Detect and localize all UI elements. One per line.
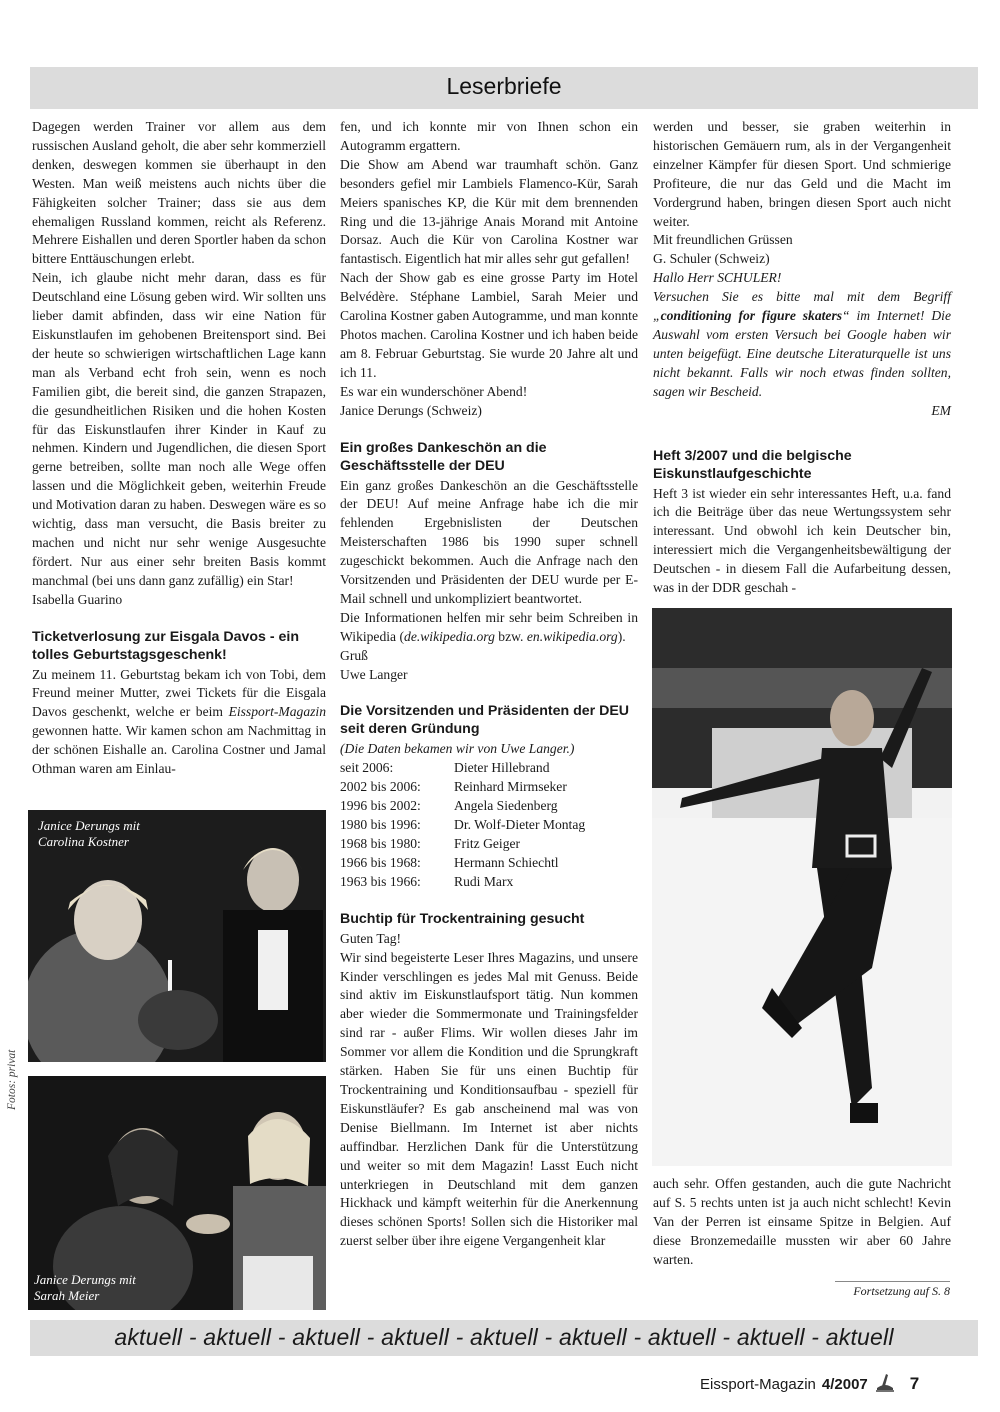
text-run: “ im Internet! Die Auswahl vom ersten Versuch bei Google haben wir unten beigefügt. Eine deutsche Literaturquelle ist uns nicht bekannt. Falls wir noch etwas finden sollten, sagen wir Bescheid. — [653, 308, 951, 399]
magazine-name: Eissport-Magazin — [228, 704, 326, 720]
article-heading-buchtip: Buchtip für Trockentraining gesucht — [340, 910, 585, 927]
text-run: Zu meinem 11. Geburtstag bekam ich von Tobi, dem Freund meiner Mutter, zwei Tickets für die Eisgala Davos geschenkt, welche er beim — [32, 666, 326, 720]
photo-skater — [652, 608, 952, 1166]
paragraph: werden und besser, sie graben weiterhin in historischen Gemäuern rum, als in der Vergangenheit einzelner Kämpfer für diesen Sport. Und schmierige Profiteure, die nur das Geld und die Macht im Vordergrund haben, bringen diesen Sport auch nicht weiter. — [653, 119, 951, 229]
editor-initials: EM — [931, 402, 951, 418]
editor-reply-greeting: Hallo Herr SCHULER! — [653, 270, 782, 286]
president-name: Reinhard Mirmseker — [454, 779, 567, 795]
wiki-link-de: de.wikipedia.org — [404, 628, 495, 644]
aktuell-banner-text: aktuell - aktuell - aktuell - aktuell - aktuell - aktuell - aktuell - aktuell - aktuell — [114, 1324, 894, 1350]
text-run: Die Informationen helfen mir sehr beim Schreiben in Wikipedia — [340, 609, 638, 644]
paragraph: Heft 3 ist wieder ein sehr interessantes Heft, u.a. fand ich die Beiträge über das neue Wertungssystem sehr interessant. Und obwohl ich kein Deutscher bin, interessiert mich die Vergangenheitsbewältigung der Deutschen - in diesem Fall die Aufarbeitung dessen, was in der DDR geschah - — [653, 485, 951, 596]
paragraph: Dagegen werden Trainer vor allem aus dem russischen Ausland geholt, die aber sehr kommerziell denken, deswegen kommen sie überhaupt in den Westen. Man weiß meistens auch nichts über die Fähigkeiten solcher Trainer; dass sie aus dem ehemaligen Russland kommen, reicht als Referenz. Mehrere Eishallen und deren Sportler haben da schon bittere Enttäuschungen erlebt. — [32, 119, 326, 267]
signature: Janice Derungs (Schweiz) — [340, 402, 482, 418]
president-name: Hermann Schiechtl — [454, 854, 559, 870]
paragraph — [340, 609, 638, 647]
signature: G. Schuler (Schweiz) — [653, 251, 770, 267]
signature: Isabella Guarino — [32, 591, 123, 607]
text-run: Versuchen Sie es bitte mal mit dem Begriff „ — [653, 289, 951, 324]
magazine-title: Eissport-Magazin — [700, 1375, 816, 1393]
source-note: (Die Daten bekamen wir von Uwe Langer.) — [340, 741, 575, 757]
column-1 — [32, 118, 326, 779]
divider — [835, 1281, 950, 1282]
president-period: 1968 bis 1980: — [340, 836, 421, 851]
presidents-table — [340, 759, 638, 891]
column-3 — [653, 118, 951, 598]
article-heading-danke: Ein großes Dankeschön an die Geschäftsstelle der DEU — [340, 439, 547, 474]
paragraph: Nach der Show gab es eine grosse Party im Hotel Belvédère. Stéphane Lambiel, Sarah Meier und Carolina Kostner gaben Autogramme, und man konnte Photos machen. Carolina Kostner und ich haben beide am 8. Februar Geburtstag. Sie wurde 20 Jahre alt und ich 11. — [340, 270, 638, 380]
aktuell-banner — [30, 1320, 978, 1356]
section-header — [30, 67, 978, 109]
signature: Uwe Langer — [340, 666, 408, 682]
page-number: 7 — [909, 1374, 920, 1393]
greeting: Gruß — [340, 647, 368, 663]
president-period: 1996 bis 2002: — [340, 798, 421, 814]
paragraph: Es war ein wunderschöner Abend! — [340, 383, 528, 399]
photo-caption: Janice Derungs mit Sarah Meier — [34, 1272, 136, 1303]
president-name: Dr. Wolf-Dieter Montag — [454, 817, 586, 833]
president-period: 1963 bis 1966: — [340, 873, 421, 889]
paragraph: Guten Tag! — [340, 930, 402, 946]
text-run: bzw. — [494, 628, 527, 644]
paragraph — [32, 666, 326, 779]
column-2 — [340, 118, 638, 1251]
text-run: gewonnen hatte. Wir kamen schon am Nachmittag in der schönen Eishalle an. Carolina Costner und Jamal Othman waren am Einlau- — [32, 723, 326, 777]
wiki-link-en: en.wikipedia.org — [526, 628, 618, 644]
president-period: 1966 bis 1968: — [340, 854, 421, 870]
president-period: 2002 bis 2006: — [340, 779, 421, 795]
paragraph: Wir sind begeisterte Leser Ihres Magazins, und unsere Kinder verschlingen es jedes Mal mit Genuss. Beide sind aktiv im Eiskunstlaufsport tätig. Nun kommen aber wieder die Sommermonate und Trainingsfelder sind rar - außer Flims. Wir wollen dieses Jahr im Sommer vor allem die Kondition und die Sprungkraft stärken. Haben Sie für uns einen Buchtip für Trockentraining und Konditionsaufbau - speziell für Eiskunstläufer? Es gab anscheinend mal was von Denise Biellmann. Im Internet ist aber nichts auffindbar. Herzlichen Dank für die Unterstützung und weiter so mit dem Magazin! Lasst Euch nicht unterkriegen in Deutschland mit dem ganzen Hickhack und kämpft weiterhin für die Anerkennung dieses schönen Sports! Sollen sich die Historiker mal zuerst selber über ihre eigene Vergangenheit klar — [340, 949, 638, 1249]
text-run: ). — [617, 628, 626, 644]
president-name: Dieter Hillebrand — [454, 760, 550, 776]
paragraph: Nein, ich glaube nicht mehr daran, dass es für Deutschland eine Lösung geben wird. Wir sollten uns lieber damit abfinden, dass wir eine Nation für Eiskunstlaufen im gehobenen Breitensport sind. Bei der heute so schwierigen wirtschaftlichen Lage kann man als Verband echt froh sein, wenn es noch Familien gibt, die bereit sind, die ganzen Strapazen, die gesundheitlichen Risiken und die hohen Kosten für das Eiskunstlaufen ihrer Kinder in Kauf zu nehmen. Kindern und Jugendlichen, die diesen Sport gerne betreiben, sollte man noch alle Wege offen lassen und die Möglichkeit geben, weiterhin Freude und Motivation daran zu haben. Deswegen wäre es so wichtig, dass man versucht, die Basis breiter zu machen und nicht nur sehr wenige Ausgesuchte fördert. Nur aus einer sehr breiten Basis kommt manchmal (bei uns dann ganz zufällig) ein Star! — [32, 270, 326, 588]
closing: Mit freundlichen Grüssen — [653, 232, 793, 248]
paragraph: auch sehr. Offen gestanden, auch die gute Nachricht auf S. 5 rechts unten ist ja auch nicht schlecht! Kevin Van der Perren ist einsame Spitze in Belgien. Auf diese Bronzemedaille mussten wir aber 60 Jahre warten. — [653, 1176, 951, 1267]
section-title: Leserbriefe — [446, 73, 562, 99]
article-heading-heft: Heft 3/2007 und die belgische Eiskunstlaufgeschichte — [653, 447, 852, 482]
president-name: Rudi Marx — [454, 873, 514, 889]
paragraph: Die Show am Abend war traumhaft schön. Ganz besonders gefiel mir Lambiels Flamenco-Kür, Sarah Meiers spanisches KP, die Kür mit dem brennenden Ring und die 13-jährige Anais Morand mit Antoine Dorsaz. Auch die Kür von Carolina Kostner war fantastisch. Eigentlich hat mir alles sehr gut gefallen! — [340, 156, 638, 267]
text-run: ( — [399, 628, 405, 644]
president-period: seit 2006: — [340, 760, 394, 776]
article-heading-ticket: Ticketverlosung zur Eisgala Davos - ein tolles Geburtstagsgeschenk! — [32, 628, 300, 663]
page-footer — [700, 1372, 960, 1396]
president-period: 1980 bis 1996: — [340, 817, 421, 833]
article-heading-vorsitzende: Die Vorsitzenden und Präsidenten der DEU seit deren Gründung — [340, 703, 630, 738]
president-name: Fritz Geiger — [454, 836, 521, 851]
photo-caption: Janice Derungs mit Carolina Kostner — [38, 818, 140, 849]
editor-reply — [653, 288, 951, 401]
paragraph: fen, und ich konnte mir von Ihnen schon ein Autogramm ergattern. — [340, 119, 638, 153]
president-name: Angela Siedenberg — [454, 798, 558, 814]
skater-logo-icon — [874, 1372, 896, 1396]
paragraph: Ein ganz großes Dankeschön an die Geschäftsstelle der DEU! Auf meine Anfrage habe ich die mir fehlenden Ergebnislisten der Deutschen Meisterschaften 1986 bis 1990 super schnell zugeschickt bekommen. Auch die Anfrage nach den Vorsitzenden und Präsidenten der DEU wurde per E-Mail schnell und unkompliziert beantwortet. — [340, 477, 638, 606]
continued-note: Fortsetzung auf S. 8 — [853, 1284, 950, 1298]
column-3-continued — [653, 1175, 951, 1270]
photo-credit: Fotos: privat — [6, 1049, 18, 1110]
search-term: conditioning for figure skaters — [660, 308, 843, 324]
issue-number: 4/2007 — [821, 1375, 868, 1393]
